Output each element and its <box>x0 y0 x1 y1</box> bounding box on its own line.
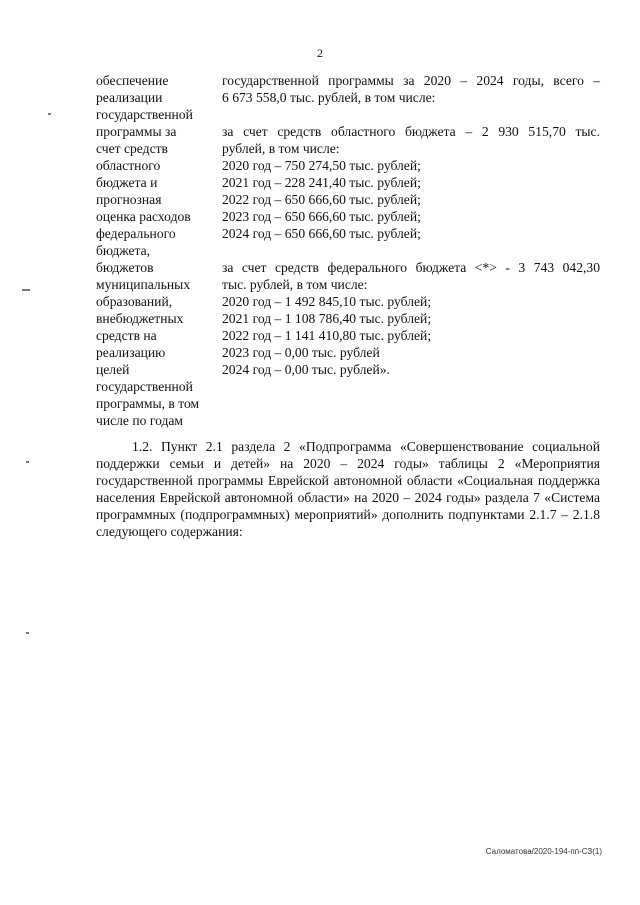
federal-year: 2024 год – 0,00 тыс. рублей». <box>222 362 390 377</box>
spacer <box>222 106 600 123</box>
label-line: числе по годам <box>96 413 184 428</box>
total-line-1: государственной программы за 2020 – 2024 годы, всего – <box>222 73 600 88</box>
label-line: прогнозная <box>96 192 162 207</box>
federal-year: 2020 год – 1 492 845,10 тыс. рублей; <box>222 294 432 309</box>
regional-year: 2022 год – 650 666,60 тыс. рублей; <box>222 192 421 207</box>
scan-artifact <box>26 632 29 634</box>
federal-year: 2023 год – 0,00 тыс. рублей <box>222 345 380 360</box>
label-line: бюджета, <box>96 243 151 258</box>
amendment-paragraph <box>96 438 600 540</box>
label-line: оценка расходов <box>96 209 191 224</box>
federal-line-1: за счет средств федерального бюджета <*> - 3 743 042,30 <box>222 260 600 275</box>
federal-line-2: тыс. рублей, в том числе: <box>222 277 368 292</box>
label-line: государственной <box>96 379 193 394</box>
label-line: бюджетов <box>96 260 154 275</box>
federal-year: 2022 год – 1 141 410,80 тыс. рублей; <box>222 328 432 343</box>
label-line: целей <box>96 362 130 377</box>
document-footer-code: Саломатова/2020-194-пп-СЗ(1) <box>485 847 602 856</box>
scan-artifact <box>48 113 51 115</box>
label-line: обеспечение <box>96 73 169 88</box>
label-line: счет средств <box>96 141 168 156</box>
label-line: федерального <box>96 226 176 241</box>
label-line: внебюджетных <box>96 311 184 326</box>
regional-year: 2020 год – 750 274,50 тыс. рублей; <box>222 158 421 173</box>
regional-year: 2021 год – 228 241,40 тыс. рублей; <box>222 175 421 190</box>
page-number: 2 <box>317 46 323 60</box>
table-label-column <box>96 72 218 429</box>
table-value-column <box>222 72 600 378</box>
federal-year: 2021 год – 1 108 786,40 тыс. рублей; <box>222 311 432 326</box>
label-line: реализацию <box>96 345 166 360</box>
scan-artifact <box>22 289 30 291</box>
regional-line-1: за счет средств областного бюджета – 2 930 515,70 тыс. <box>222 124 600 139</box>
scan-artifact <box>26 461 29 463</box>
paragraph-text: 1.2. Пункт 2.1 раздела 2 «Подпрограмма «Совершенствование социальной поддержки семьи и детей» на 2020 – 2024 годы» таблицы 2 «Мероприятия государственной программы Еврейской автономной области «Социальная поддержка населения Еврейской автономной области» на 2020 – 2024 годы» раздела 7 «Система программных (подпрограммных) мероприятий» дополнить подпунктами 2.1.7 – 2.1.8 следующего содержания: <box>96 439 600 539</box>
label-line: программы, в том <box>96 396 200 411</box>
label-line: средств на <box>96 328 157 343</box>
label-line: муниципальных <box>96 277 191 292</box>
label-line: программы за <box>96 124 177 139</box>
regional-year: 2023 год – 650 666,60 тыс. рублей; <box>222 209 421 224</box>
label-line: государственной <box>96 107 193 122</box>
regional-year: 2024 год – 650 666,60 тыс. рублей; <box>222 226 421 241</box>
label-line: образований, <box>96 294 173 309</box>
label-line: областного <box>96 158 161 173</box>
regional-line-2: рублей, в том числе: <box>222 141 340 156</box>
label-line: бюджета и <box>96 175 158 190</box>
spacer <box>222 242 600 259</box>
label-line: реализации <box>96 90 163 105</box>
total-line-2: 6 673 558,0 тыс. рублей, в том числе: <box>222 90 436 105</box>
